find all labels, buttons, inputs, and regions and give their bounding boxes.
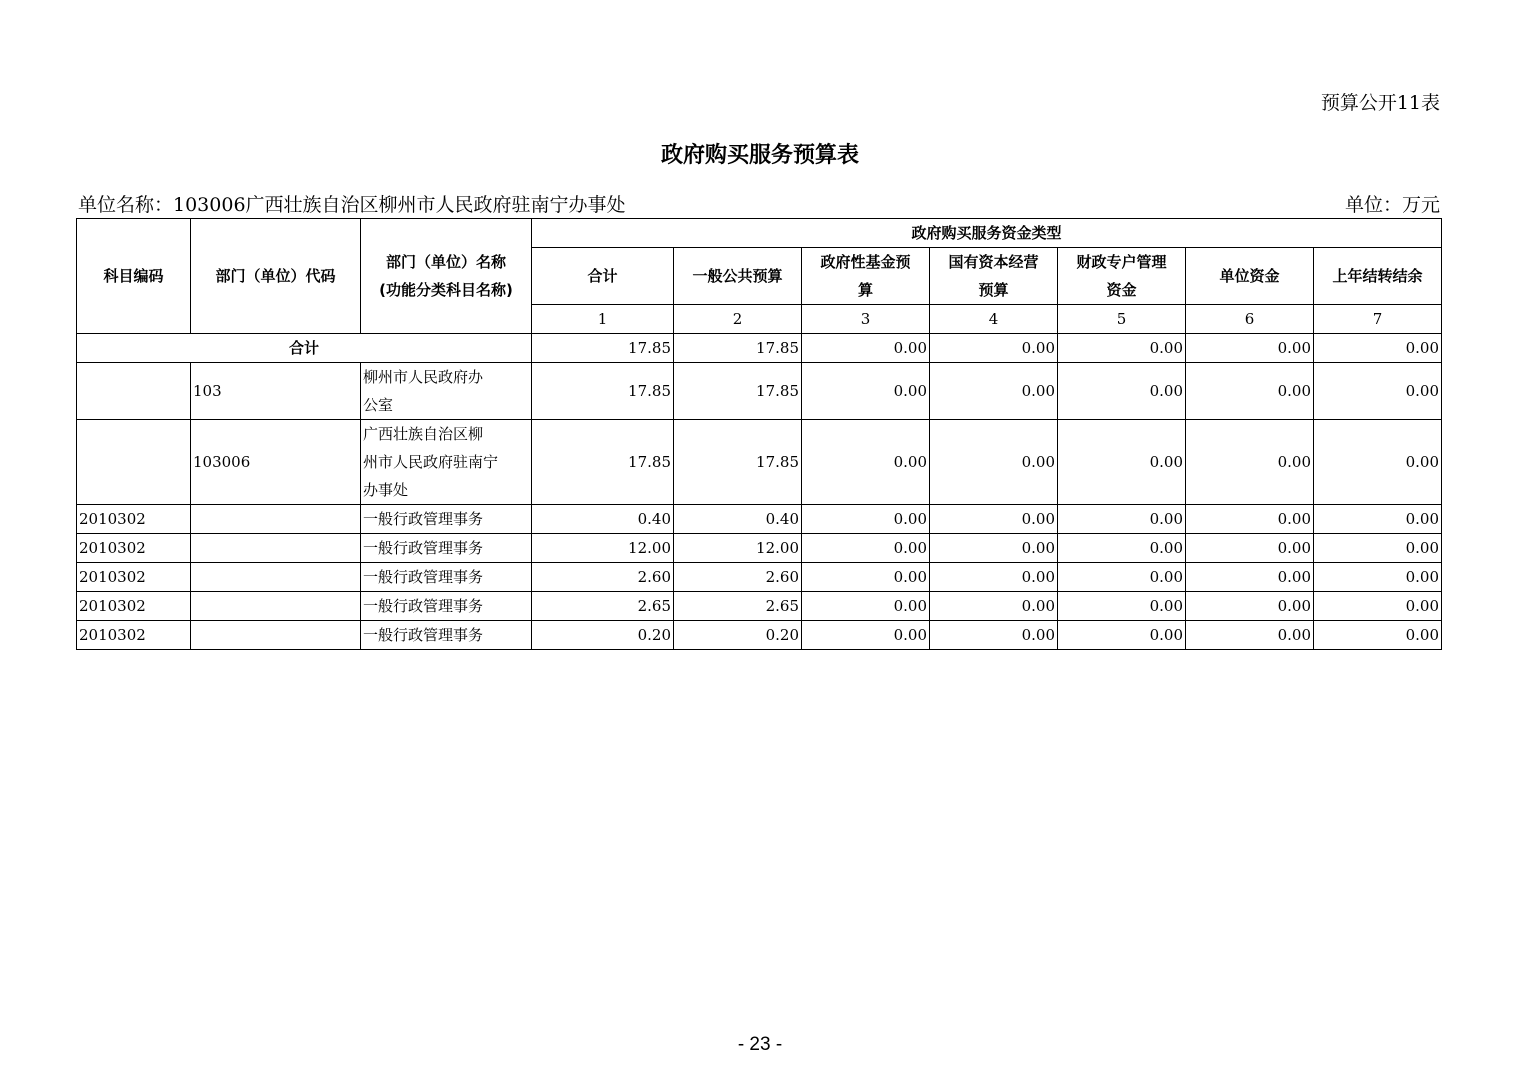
value-cell: 0.00 [930,534,1058,563]
value-cell: 0.20 [532,621,674,650]
subject-code-cell: 2010302 [77,534,191,563]
value-cell: 0.00 [802,363,930,420]
dept-code-cell [191,505,361,534]
value-cell: 0.00 [1314,420,1442,505]
header-fund-col-line1: 单位资金 [1219,267,1280,285]
header-dept-name-line2: (功能分类科目名称) [379,281,513,299]
value-cell: 0.00 [1314,563,1442,592]
table-row [77,505,1442,534]
column-number: 7 [1314,305,1442,334]
subject-code-cell: 2010302 [77,563,191,592]
value-cell: 0.00 [930,363,1058,420]
dept-name-cell [361,505,532,534]
value-cell: 0.00 [1058,563,1186,592]
table-id: 预算公开11表 [1320,92,1440,114]
dept-code-cell: 103 [191,363,361,420]
subject-code-cell: 2010302 [77,505,191,534]
value-cell: 0.00 [1314,534,1442,563]
header-fund-col-line1: 上年结转结余 [1332,267,1423,285]
value-cell: 0.00 [1186,363,1314,420]
total-value: 0.00 [930,334,1058,363]
value-cell: 2.65 [532,592,674,621]
table-row [77,621,1442,650]
dept-name-line: 柳州市人民政府办 [363,368,484,386]
dept-code-cell: 103006 [191,420,361,505]
header-fund-col [930,248,1058,305]
header-fund-col [1186,248,1314,305]
value-cell: 12.00 [532,534,674,563]
value-cell: 0.00 [1058,621,1186,650]
page-number: - 23 - [737,1034,783,1055]
header-subject-code: 科目编码 [77,219,191,334]
unit-name: 单位名称：103006广西壮族自治区柳州市人民政府驻南宁办事处 [78,194,626,216]
column-number: 4 [930,305,1058,334]
dept-name-line: 公室 [363,396,394,414]
dept-name-line: 州市人民政府驻南宁 [363,453,499,471]
dept-name-cell [361,420,532,505]
header-fund-col-line1: 财政专户管理 [1076,253,1167,271]
table-row [77,592,1442,621]
total-value: 17.85 [532,334,674,363]
table-row [77,563,1442,592]
header-fund-col-line1: 国有资本经营 [948,253,1039,271]
value-cell: 0.00 [1058,505,1186,534]
value-cell: 0.00 [802,563,930,592]
value-cell: 0.00 [802,621,930,650]
value-cell: 0.00 [802,505,930,534]
value-cell: 2.60 [532,563,674,592]
value-cell: 0.00 [802,420,930,505]
value-cell: 0.00 [1186,534,1314,563]
column-number: 3 [802,305,930,334]
value-cell: 0.00 [1186,592,1314,621]
header-dept-name [361,219,532,334]
dept-code-cell [191,563,361,592]
value-cell: 0.00 [1058,420,1186,505]
value-cell: 2.65 [674,592,802,621]
value-cell: 0.00 [802,592,930,621]
value-cell: 12.00 [674,534,802,563]
total-value: 0.00 [802,334,930,363]
dept-name-line: 办事处 [363,481,409,499]
value-cell: 0.40 [674,505,802,534]
subject-code-cell [77,420,191,505]
value-cell: 0.00 [1186,420,1314,505]
dept-name-cell [361,534,532,563]
dept-code-cell [191,621,361,650]
header-fund-col [1314,248,1442,305]
value-cell: 2.60 [674,563,802,592]
unit-label: 单位：万元 [1344,194,1440,216]
value-cell: 17.85 [674,363,802,420]
header-fund-col [802,248,930,305]
dept-name-line: 一般行政管理事务 [363,626,484,644]
table-row [77,363,1442,420]
value-cell: 0.00 [1058,363,1186,420]
value-cell: 0.00 [930,563,1058,592]
dept-name-cell [361,621,532,650]
header-fund-col [1058,248,1186,305]
column-number: 6 [1186,305,1314,334]
subject-code-cell: 2010302 [77,621,191,650]
dept-name-line: 一般行政管理事务 [363,539,484,557]
value-cell: 0.00 [1186,563,1314,592]
column-number: 2 [674,305,802,334]
total-value: 0.00 [1058,334,1186,363]
header-dept-name-line1: 部门（单位）名称 [385,253,506,271]
dept-name-cell [361,363,532,420]
header-fund-group: 政府购买服务资金类型 [532,219,1442,248]
value-cell: 0.00 [1314,592,1442,621]
dept-name-cell [361,592,532,621]
table-row [77,420,1442,505]
page-title: 政府购买服务预算表 [660,143,859,168]
value-cell: 0.00 [930,621,1058,650]
value-cell: 17.85 [532,420,674,505]
header-fund-col-line2: 算 [857,281,873,299]
table-row [77,534,1442,563]
dept-name-cell [361,563,532,592]
subject-code-cell: 2010302 [77,592,191,621]
budget-table [76,218,1442,650]
subject-code-cell [77,363,191,420]
dept-code-cell [191,534,361,563]
value-cell: 0.00 [1058,534,1186,563]
column-number: 1 [532,305,674,334]
column-number: 5 [1058,305,1186,334]
total-value: 0.00 [1186,334,1314,363]
value-cell: 0.40 [532,505,674,534]
header-fund-col-line1: 合计 [587,267,618,285]
header-fund-col-line2: 资金 [1106,281,1137,299]
total-value: 17.85 [674,334,802,363]
dept-name-line: 一般行政管理事务 [363,568,484,586]
value-cell: 0.00 [1058,592,1186,621]
value-cell: 0.00 [1186,621,1314,650]
value-cell: 0.00 [1314,363,1442,420]
dept-name-line: 一般行政管理事务 [363,597,484,615]
header-fund-col [532,248,674,305]
value-cell: 17.85 [532,363,674,420]
value-cell: 0.00 [1314,505,1442,534]
header-fund-col-line1: 一般公共预算 [692,267,783,285]
value-cell: 0.00 [930,420,1058,505]
dept-code-cell [191,592,361,621]
total-row [77,334,1442,363]
header-fund-col-line1: 政府性基金预 [820,253,911,271]
total-label: 合计 [77,334,532,363]
value-cell: 0.00 [930,505,1058,534]
value-cell: 17.85 [674,420,802,505]
dept-name-line: 广西壮族自治区柳 [363,425,484,443]
value-cell: 0.20 [674,621,802,650]
header-dept-code: 部门（单位）代码 [191,219,361,334]
table-body [77,334,1442,650]
header-fund-col [674,248,802,305]
dept-name-line: 一般行政管理事务 [363,510,484,528]
total-value: 0.00 [1314,334,1442,363]
value-cell: 0.00 [1186,505,1314,534]
value-cell: 0.00 [1314,621,1442,650]
value-cell: 0.00 [802,534,930,563]
header-fund-col-line2: 预算 [978,281,1009,299]
value-cell: 0.00 [930,592,1058,621]
